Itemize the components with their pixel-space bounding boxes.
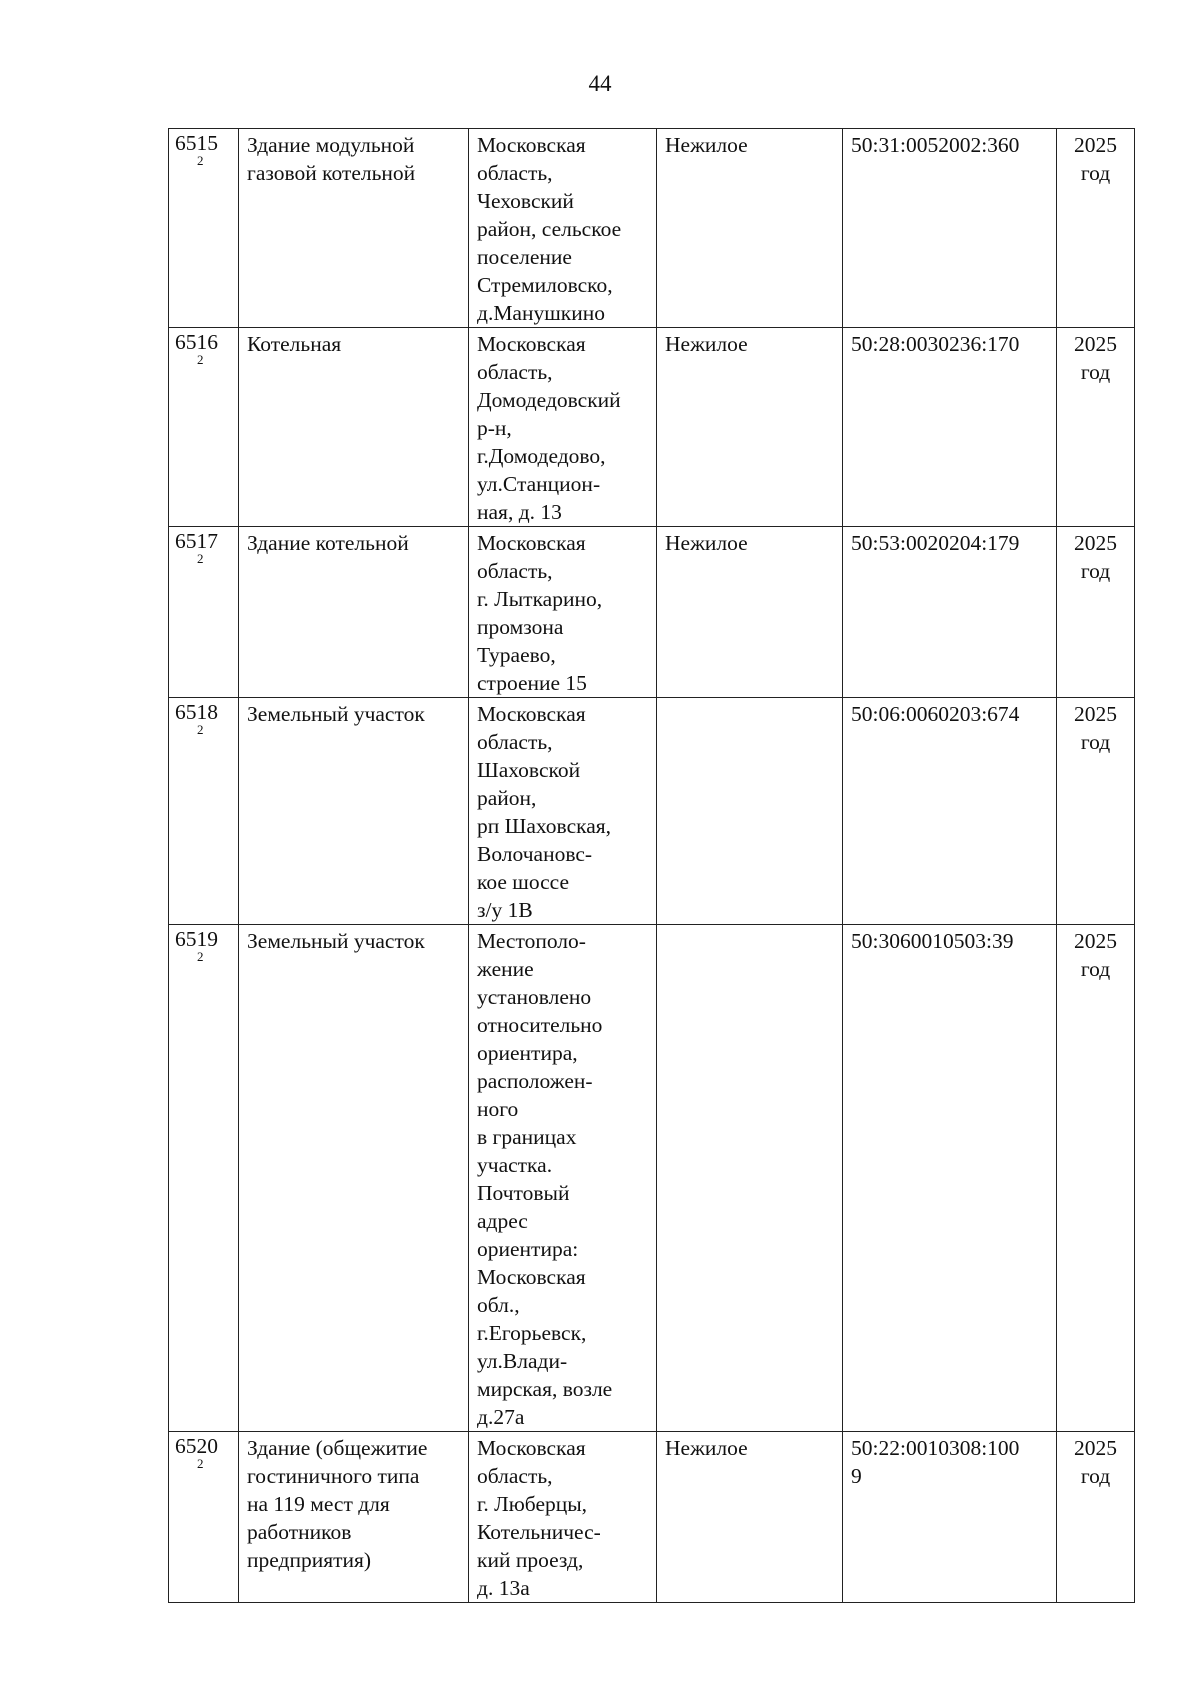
object-name-cell: [239, 925, 469, 1432]
address-line: кий проезд,: [477, 1548, 584, 1572]
year-line: 2025: [1074, 929, 1117, 953]
cadastral-number-cell: [843, 1432, 1057, 1603]
row-number-cell: [169, 698, 239, 925]
cadastral-number-line: 9: [851, 1464, 862, 1488]
purpose-text: Нежилое: [665, 332, 748, 356]
address-line: относительно: [477, 1013, 603, 1037]
table-row: [169, 1432, 1135, 1603]
address-line: район, сельское: [477, 217, 622, 241]
address-line: кое шоссе: [477, 870, 570, 894]
row-number: 6516: [175, 330, 218, 354]
address-cell: [469, 129, 657, 328]
address-line: строение 15: [477, 671, 587, 695]
table-row: [169, 129, 1135, 328]
year-line: 2025: [1074, 1436, 1117, 1460]
year-line: год: [1080, 161, 1111, 185]
address-line: Домодедовский: [477, 388, 621, 412]
address-line: ориентира:: [477, 1237, 579, 1261]
address-line: установлено: [477, 985, 592, 1009]
address-line: Волочановс-: [477, 842, 593, 866]
object-name-line: Здание (общежитие: [247, 1436, 428, 1460]
row-number-suffix: 2: [197, 153, 204, 168]
cadastral-number-line: 50:22:0010308:100: [851, 1436, 1020, 1460]
row-number-suffix: 2: [197, 1456, 204, 1471]
cadastral-number-cell: [843, 129, 1057, 328]
table-row: [169, 698, 1135, 925]
address-line: г.Домодедово,: [477, 444, 606, 468]
address-line: Котельничес-: [477, 1520, 601, 1544]
cadastral-number-cell: [843, 328, 1057, 527]
row-number: 6515: [175, 131, 218, 155]
address-line: промзона: [477, 615, 564, 639]
address-line: обл.,: [477, 1293, 520, 1317]
row-number: 6520: [175, 1434, 218, 1458]
address-line: Почтовый: [477, 1181, 570, 1205]
address-cell: [469, 698, 657, 925]
address-line: Чеховский: [477, 189, 574, 213]
year-line: год: [1080, 1464, 1111, 1488]
object-name-cell: [239, 527, 469, 698]
cadastral-number-line: 50:53:0020204:179: [851, 531, 1020, 555]
cadastral-number-cell: [843, 698, 1057, 925]
object-name-cell: [239, 328, 469, 527]
address-line: ная, д. 13: [477, 500, 562, 524]
address-line: ного: [477, 1097, 519, 1121]
address-line: р-н,: [477, 416, 512, 440]
object-name-cell: [239, 1432, 469, 1603]
year-line: 2025: [1074, 332, 1117, 356]
page-number: 44: [588, 71, 612, 96]
address-line: Московская: [477, 332, 586, 356]
address-line: з/у 1В: [477, 898, 533, 922]
year-cell: [1057, 698, 1135, 925]
purpose-cell: [657, 698, 843, 925]
row-number: 6519: [175, 927, 218, 951]
purpose-text: Нежилое: [665, 1436, 748, 1460]
address-cell: [469, 328, 657, 527]
cadastral-number-cell: [843, 527, 1057, 698]
row-number: 6518: [175, 700, 218, 724]
object-name-line: Земельный участок: [247, 702, 425, 726]
object-name-line: Здание модульной: [247, 133, 415, 157]
address-line: Тураево,: [477, 643, 556, 667]
address-line: адрес: [477, 1209, 528, 1233]
object-name-cell: [239, 129, 469, 328]
address-line: Московская: [477, 531, 586, 555]
row-number: 6517: [175, 529, 218, 553]
object-name-line: гостиничного типа: [247, 1464, 420, 1488]
year-line: 2025: [1074, 531, 1117, 555]
address-line: область,: [477, 559, 553, 583]
year-cell: [1057, 129, 1135, 328]
row-number-cell: [169, 129, 239, 328]
row-number-suffix: 2: [197, 949, 204, 964]
purpose-text: Нежилое: [665, 531, 748, 555]
address-line: Шаховской: [477, 758, 581, 782]
table-row: [169, 527, 1135, 698]
row-number-cell: [169, 527, 239, 698]
cadastral-number-line: 50:28:0030236:170: [851, 332, 1020, 356]
address-line: район,: [477, 786, 537, 810]
year-cell: [1057, 925, 1135, 1432]
address-line: г.Егорьевск,: [477, 1321, 587, 1345]
cadastral-number-cell: [843, 925, 1057, 1432]
address-line: жение: [477, 957, 534, 981]
address-line: область,: [477, 161, 553, 185]
address-line: ориентира,: [477, 1041, 578, 1065]
row-number-suffix: 2: [197, 352, 204, 367]
purpose-cell: [657, 527, 843, 698]
year-cell: [1057, 328, 1135, 527]
address-cell: [469, 1432, 657, 1603]
year-line: 2025: [1074, 702, 1117, 726]
year-line: год: [1080, 957, 1111, 981]
address-line: г. Лыткарино,: [477, 587, 603, 611]
table-row: [169, 328, 1135, 527]
address-cell: [469, 925, 657, 1432]
address-line: в границах: [477, 1125, 577, 1149]
object-name-line: Земельный участок: [247, 929, 425, 953]
address-line: область,: [477, 360, 553, 384]
address-line: Стремиловско,: [477, 273, 613, 297]
year-cell: [1057, 1432, 1135, 1603]
object-name-cell: [239, 698, 469, 925]
table-row: [169, 925, 1135, 1432]
address-line: рп Шаховская,: [477, 814, 612, 838]
purpose-cell: [657, 328, 843, 527]
address-line: область,: [477, 1464, 553, 1488]
address-line: ул.Станцион-: [477, 472, 601, 496]
address-cell: [469, 527, 657, 698]
purpose-cell: [657, 1432, 843, 1603]
year-line: год: [1080, 730, 1111, 754]
registry-table-body: [169, 129, 1135, 1603]
object-name-line: газовой котельной: [247, 161, 416, 185]
address-line: поселение: [477, 245, 572, 269]
address-line: д. 13а: [477, 1576, 530, 1600]
address-line: область,: [477, 730, 553, 754]
row-number-suffix: 2: [197, 551, 204, 566]
address-line: г. Люберцы,: [477, 1492, 588, 1516]
purpose-cell: [657, 129, 843, 328]
cadastral-number-line: 50:06:0060203:674: [851, 702, 1020, 726]
year-line: 2025: [1074, 133, 1117, 157]
address-line: расположен-: [477, 1069, 593, 1093]
object-name-line: предприятия): [247, 1548, 372, 1572]
address-line: д.Манушкино: [477, 301, 605, 325]
cadastral-number-line: 50:31:0052002:360: [851, 133, 1020, 157]
address-line: Московская: [477, 702, 586, 726]
year-line: год: [1080, 559, 1111, 583]
year-line: год: [1080, 360, 1111, 384]
year-cell: [1057, 527, 1135, 698]
address-line: Московская: [477, 1436, 586, 1460]
address-line: Московская: [477, 133, 586, 157]
address-line: Местополо-: [477, 929, 586, 953]
address-line: Московская: [477, 1265, 586, 1289]
row-number-cell: [169, 1432, 239, 1603]
row-number-suffix: 2: [197, 722, 204, 737]
row-number-cell: [169, 328, 239, 527]
address-line: мирская, возле: [477, 1377, 613, 1401]
address-line: ул.Влади-: [477, 1349, 568, 1373]
purpose-cell: [657, 925, 843, 1432]
address-line: д.27а: [477, 1405, 525, 1429]
address-line: участка.: [477, 1153, 553, 1177]
row-number-cell: [169, 925, 239, 1432]
object-name-line: Котельная: [247, 332, 342, 356]
object-name-line: Здание котельной: [247, 531, 409, 555]
object-name-line: работников: [247, 1520, 352, 1544]
cadastral-number-line: 50:3060010503:39: [851, 929, 1014, 953]
purpose-text: Нежилое: [665, 133, 748, 157]
property-registry-table: [168, 128, 1135, 1603]
object-name-line: на 119 мест для: [247, 1492, 390, 1516]
